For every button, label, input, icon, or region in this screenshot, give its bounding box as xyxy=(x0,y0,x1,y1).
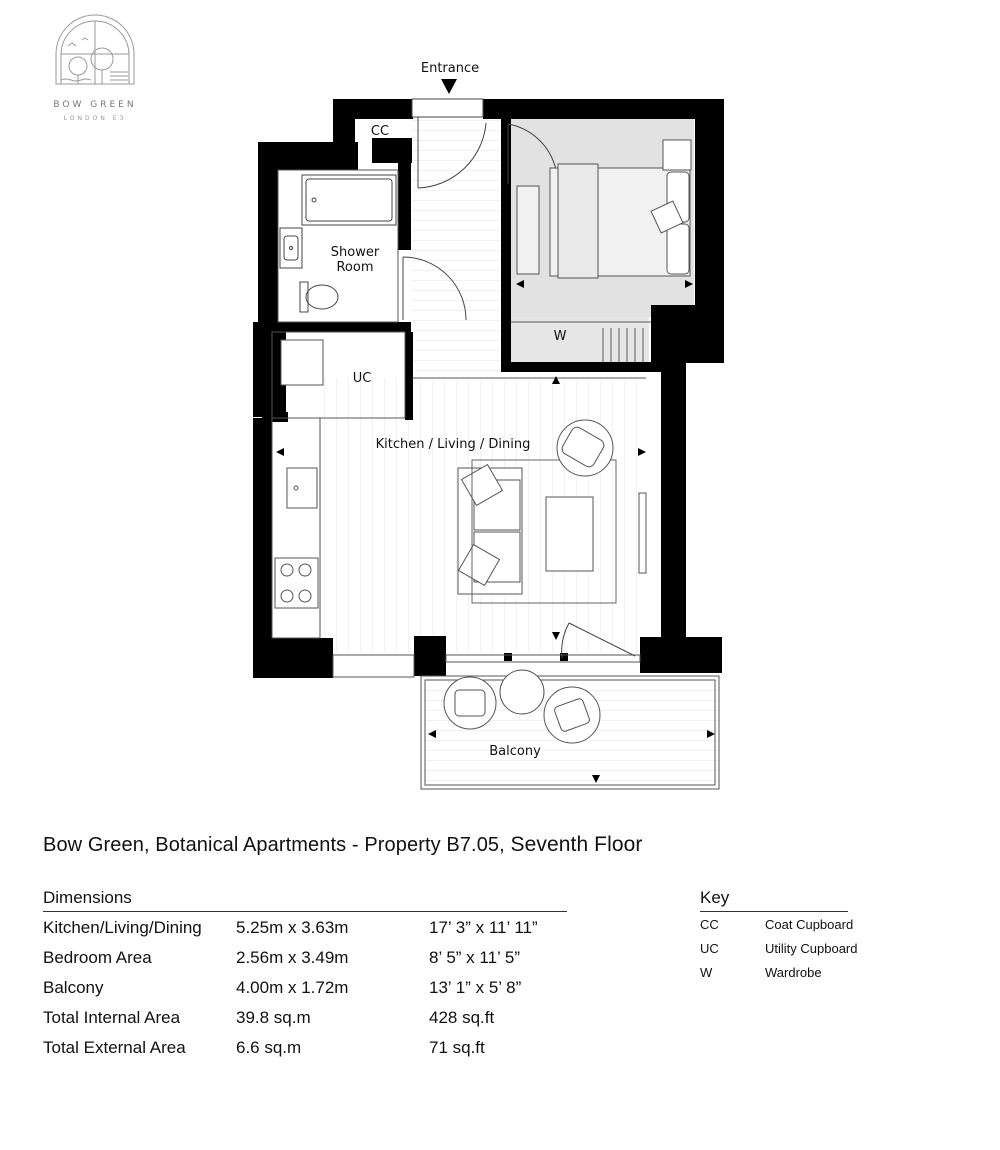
room-name: Kitchen/Living/Dining xyxy=(43,918,202,937)
room-name: Total Internal Area xyxy=(43,1008,181,1027)
logo-name: BOW GREEN xyxy=(53,100,137,110)
kitchen-counter xyxy=(275,468,318,608)
room-imperial: 17’ 3” x 11’ 11” xyxy=(429,918,538,937)
balcony-label: Balcony xyxy=(489,744,541,759)
room-name: Bedroom Area xyxy=(43,948,152,967)
room-name: Balcony xyxy=(43,978,104,997)
room-imperial: 428 sq.ft xyxy=(429,1008,495,1027)
room-metric: 6.6 sq.m xyxy=(236,1038,302,1057)
logo-subtitle: LONDON E3 xyxy=(63,115,127,122)
property-title-main: Bow Green, Botanical Apartments - Property B7.05, xyxy=(43,834,505,856)
list-item xyxy=(700,960,848,984)
basin xyxy=(280,228,302,268)
key-code: CC xyxy=(700,917,719,932)
key-description: Utility Cupboard xyxy=(765,941,858,956)
room-imperial: 8’ 5” x 11’ 5” xyxy=(429,948,521,967)
table-row xyxy=(43,1002,567,1032)
wardrobe-label: W xyxy=(553,329,567,344)
key-description: Coat Cupboard xyxy=(765,917,854,932)
property-title xyxy=(43,833,643,857)
key-heading: Key xyxy=(700,888,848,912)
coat-cupboard-label: CC xyxy=(370,124,390,139)
key-description: Wardrobe xyxy=(765,965,822,980)
table-row xyxy=(43,972,567,1002)
room-imperial: 71 sq.ft xyxy=(429,1038,485,1057)
kitchen-living-dining-label: Kitchen / Living / Dining xyxy=(375,437,531,452)
dimensions-heading: Dimensions xyxy=(43,888,567,912)
list-item xyxy=(700,912,854,936)
room-metric: 2.56m x 3.49m xyxy=(236,948,349,967)
shower-room-label-line2: Room xyxy=(336,260,374,275)
key-legend xyxy=(700,888,858,984)
room-metric: 5.25m x 3.63m xyxy=(236,918,349,937)
table-row xyxy=(43,942,567,972)
table-row xyxy=(43,1032,567,1062)
utility-cupboard-label: UC xyxy=(352,371,372,386)
room-name: Total External Area xyxy=(43,1038,186,1057)
key-code: UC xyxy=(700,941,719,956)
shower-room-label-line1: Shower xyxy=(330,245,380,260)
room-metric: 4.00m x 1.72m xyxy=(236,978,349,997)
sofa xyxy=(458,465,522,594)
entrance-label: Entrance xyxy=(420,61,480,76)
washing-machine xyxy=(281,340,323,385)
toilet xyxy=(300,282,338,312)
key-code: W xyxy=(700,965,713,980)
tv-unit xyxy=(639,493,646,573)
property-title-floor: Seventh Floor xyxy=(510,833,643,856)
room-metric: 39.8 sq.m xyxy=(236,1008,311,1027)
list-item xyxy=(700,936,858,960)
armchair xyxy=(557,420,613,476)
bathtub xyxy=(302,175,396,225)
table-row xyxy=(43,912,567,942)
dimensions-table xyxy=(43,888,567,1062)
coffee-table xyxy=(546,497,593,571)
room-imperial: 13’ 1” x 5’ 8” xyxy=(429,978,522,997)
